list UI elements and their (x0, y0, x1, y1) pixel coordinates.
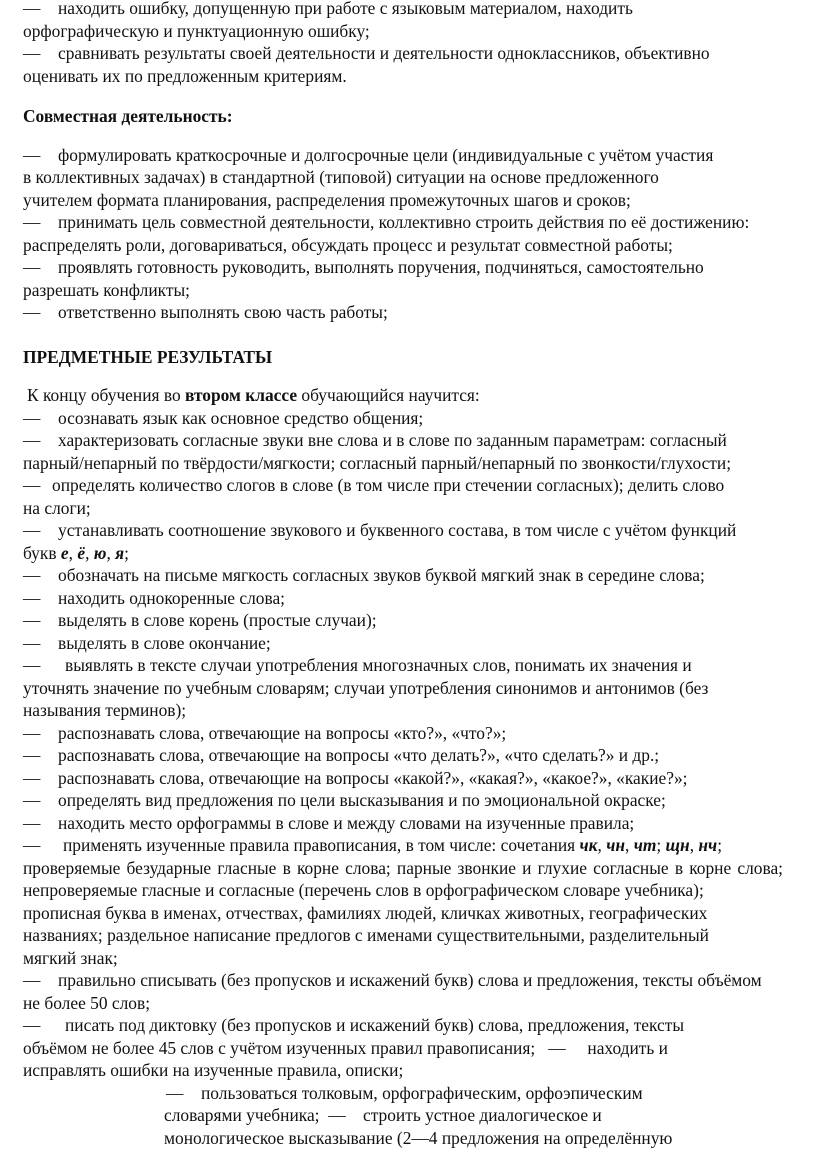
list-item: — обозначать на письме мягкость согласных звуков буквой мягкий знак в середине слова; (23, 565, 705, 585)
list-item: — формулировать краткосрочные и долгосрочные цели (индивидуальные с учётом участия (23, 144, 714, 165)
letter: ю (93, 542, 107, 563)
spacer (23, 87, 783, 105)
list-item: — выявлять в тексте случаи употребления многозначных слов, понимать их значения и (23, 655, 692, 675)
list-item-continuation: объёмом не более 45 слов с учётом изученных правил правописания; — находить и (23, 1037, 668, 1058)
list-item-continuation: парный/непарный по твёрдости/мягкости; согласный парный/непарный по звонкости/глухости; (23, 452, 732, 473)
bullet-dash: — (23, 212, 41, 232)
paragraph: проверяемые безударные гласные в корне слова; парные звонкие и глухие согласные в корне слова; непроверяемые гласные и согласные (перечень слов в орфографическом словаре учебника); (23, 857, 783, 900)
indented-block (164, 1082, 694, 1150)
spacer (23, 128, 783, 144)
list-item: — распознавать слова, отвечающие на вопросы «какой?», «какая?», «какое?», «какие?»; (23, 767, 688, 788)
list-item: — находить ошибку, допущенную при работе с языковым материалом, находить (23, 0, 783, 20)
list-item: — распознавать слова, отвечающие на вопросы «кто?», «что?»; (23, 722, 507, 743)
bullet-dash: — (23, 43, 41, 63)
list-item-continuation: словарями учебника; — строить устное диалогическое и (164, 1105, 602, 1125)
section-heading-subject-results: ПРЕДМЕТНЫЕ РЕЗУЛЬТАТЫ (23, 346, 273, 367)
list-item-continuation: на слоги; (23, 497, 91, 518)
list-item: — правильно списывать (без пропусков и искажений букв) слова и предложения, тексты объёмом (23, 970, 762, 990)
list-item: — ответственно выполнять свою часть работы; (23, 302, 388, 322)
list-item: — осознавать язык как основное средство общения; (23, 407, 424, 428)
list-item: — распознавать слова, отвечающие на вопросы «что делать?», «что сделать?» и др.; (23, 745, 660, 765)
list-item-continuation: учителем формата планирования, распределения промежуточных шагов и сроков; (23, 189, 631, 210)
list-item-continuation: орфографическую и пунктуационную ошибку; (23, 20, 370, 41)
list-item: — применять изученные правила правописания, в том числе: сочетания чк, чн, чт; щн, нч; (23, 835, 723, 855)
bullet-dash: — (23, 0, 41, 18)
list-item: — проявлять готовность руководить, выполнять поручения, подчиняться, самостоятельно (23, 257, 704, 277)
list-item-continuation: оценивать их по предложенным критериям. (23, 65, 347, 86)
list-item-continuation: монологическое высказывание (2—4 предложения на определённую (164, 1127, 673, 1148)
list-item: — выделять в слове окончание; (23, 632, 271, 653)
letter: е (60, 542, 69, 563)
list-item: — сравнивать результаты своей деятельности и деятельности одноклассников, объективно (23, 43, 710, 63)
list-item-continuation: букв е, ё, ю, я; (23, 542, 129, 563)
bullet-dash: — (23, 302, 41, 322)
list-item-continuation: не более 50 слов; (23, 992, 151, 1013)
list-item-continuation: уточнять значение по учебным словарям; случаи употребления синонимов и антонимов (без (23, 677, 709, 698)
list-item: — выделять в слове корень (простые случаи); (23, 610, 377, 630)
intro-line: К концу обучения во втором классе обучающийся научится: (27, 385, 480, 405)
section-heading-joint: Совместная деятельность: (23, 106, 233, 126)
list-item: — принимать цель совместной деятельности, коллективно строить действия по её достижению: (23, 212, 750, 232)
list-item: — писать под диктовку (без пропусков и искажений букв) слова, предложения, тексты (23, 1015, 685, 1035)
bullet-dash: — (23, 257, 41, 277)
spacer (23, 324, 783, 342)
list-item: — устанавливать соотношение звукового и буквенного состава, в том числе с учётом функций (23, 520, 737, 540)
list-item-continuation: называния терминов); (23, 700, 187, 720)
list-item-continuation: распределять роли, договариваться, обсуждать процесс и результат совместной работы; (23, 234, 673, 255)
document-page (23, 0, 783, 1149)
bullet-dash: — (23, 144, 41, 165)
spacer (23, 368, 783, 384)
letter: ё (77, 542, 86, 563)
list-item-continuation: разрешать конфликты; (23, 279, 190, 300)
letter: я (115, 542, 125, 563)
paragraph: прописная буква в именах, отчествах, фамилиях людей, кличках животных, географических названиях; раздельное написание предлогов с именами существительными, разделительный мягкий знак; (23, 902, 709, 968)
list-item-continuation: в коллективных задачах) в стандартной (типовой) ситуации на основе предложенного (23, 167, 659, 187)
list-item-continuation: исправлять ошибки на изученные правила, описки; (23, 1060, 404, 1080)
list-item: — пользоваться толковым, орфографическим, орфоэпическим (166, 1082, 643, 1103)
list-item: — определять вид предложения по цели высказывания и по эмоциональной окраске; (23, 790, 666, 810)
list-item: — определять количество слогов в слове (в том числе при стечении согласных); делить слово (23, 475, 725, 495)
list-item: — находить место орфограммы в слове и между словами на изученные правила; (23, 812, 635, 833)
list-item: — характеризовать согласные звуки вне слова и в слове по заданным параметрам: согласный (23, 430, 727, 450)
list-item: — находить однокоренные слова; (23, 587, 285, 608)
